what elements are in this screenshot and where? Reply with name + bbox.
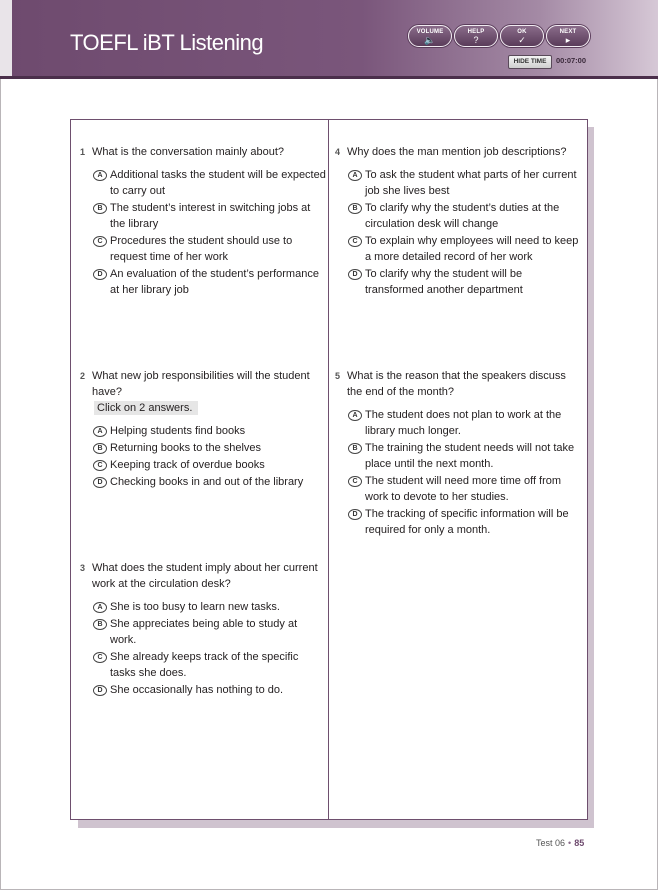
question-4 <box>335 144 581 299</box>
question-text: What does the student imply about her current work at the circulation desk? <box>92 562 318 590</box>
option-letter-badge: D <box>93 477 107 488</box>
option-letter-badge: D <box>348 509 362 520</box>
option-text: An evaluation of the student’s performance at her library job <box>110 268 319 296</box>
page-number: 85 <box>574 838 585 848</box>
option-text: Procedures the student should use to request time of her work <box>110 235 293 263</box>
footer-separator: • <box>568 838 572 848</box>
question-number: 5 <box>335 371 341 381</box>
option-list <box>92 599 326 698</box>
option-a[interactable] <box>92 423 326 439</box>
option-text: The tracking of specific information will be required for only a month. <box>365 508 569 536</box>
option-letter-badge: A <box>93 426 107 437</box>
option-letter-badge: D <box>93 269 107 280</box>
option-letter-badge: C <box>348 236 362 247</box>
option-letter-badge: B <box>93 443 107 454</box>
option-letter-badge: A <box>348 170 362 181</box>
help-button[interactable] <box>454 25 498 47</box>
option-b[interactable] <box>347 440 581 472</box>
option-text: She appreciates being able to study at work. <box>110 618 298 646</box>
option-letter-badge: C <box>348 476 362 487</box>
option-a[interactable] <box>92 599 326 615</box>
hide-time-button[interactable]: HIDE TIME <box>508 55 552 69</box>
option-text: She is too busy to learn new tasks. <box>110 601 280 613</box>
option-c[interactable] <box>92 649 326 681</box>
option-a[interactable] <box>347 167 581 199</box>
option-letter-badge: C <box>93 236 107 247</box>
option-text: The student’s interest in switching jobs at the library <box>110 202 311 230</box>
option-text: Returning books to the shelves <box>110 442 262 454</box>
question-text: What is the reason that the speakers discuss the end of the month? <box>347 370 566 398</box>
option-letter-badge: C <box>93 460 107 471</box>
test-label: Test 06 <box>536 838 566 848</box>
speaker-icon: 🔈 <box>424 35 436 45</box>
option-letter-badge: B <box>93 619 107 630</box>
option-text: To ask the student what parts of her current job she lives best <box>365 169 577 197</box>
answer-count-note: Click on 2 answers. <box>94 401 198 415</box>
header-edge <box>0 0 12 76</box>
option-c[interactable] <box>92 457 326 473</box>
toolbar <box>408 25 588 47</box>
option-text: To clarify why the student will be transformed another department <box>365 268 523 296</box>
option-letter-badge: D <box>348 269 362 280</box>
option-d[interactable] <box>92 266 326 298</box>
option-c[interactable] <box>92 233 326 265</box>
question-number: 4 <box>335 147 341 157</box>
question-2 <box>80 368 326 491</box>
timer-readout: 00:07:00 <box>556 56 587 65</box>
question-3 <box>80 560 326 699</box>
option-letter-badge: B <box>93 203 107 214</box>
question-number: 3 <box>80 563 86 573</box>
option-letter-badge: A <box>93 602 107 613</box>
option-a[interactable] <box>92 167 326 199</box>
option-c[interactable] <box>347 233 581 265</box>
option-text: The student does not plan to work at the library much longer. <box>365 409 562 437</box>
option-list <box>92 423 326 490</box>
next-arrow-icon: ▸ <box>565 35 571 45</box>
option-c[interactable] <box>347 473 581 505</box>
check-icon: ✓ <box>518 35 526 45</box>
option-text: She already keeps track of the specific tasks she does. <box>110 651 299 679</box>
option-b[interactable] <box>92 616 326 648</box>
option-d[interactable] <box>347 506 581 538</box>
volume-label: VOLUME <box>416 29 444 35</box>
option-text: She occasionally has nothing to do. <box>110 684 284 696</box>
app-title: TOEFL iBT Listening <box>70 30 264 55</box>
help-label: HELP <box>467 29 485 35</box>
option-d[interactable] <box>92 682 326 698</box>
option-letter-badge: B <box>348 443 362 454</box>
option-b[interactable] <box>92 440 326 456</box>
option-text: To explain why employees will need to keep a more detailed record of her work <box>365 235 579 263</box>
option-letter-badge: C <box>93 652 107 663</box>
page-footer <box>536 838 584 848</box>
option-text: Helping students find books <box>110 425 246 437</box>
option-text: Checking books in and out of the library <box>110 476 304 488</box>
column-divider <box>328 120 329 819</box>
option-text: The student will need more time off from work to devote to her studies. <box>365 475 562 503</box>
ok-button[interactable] <box>500 25 544 47</box>
question-number: 2 <box>80 371 86 381</box>
option-list <box>347 167 581 298</box>
option-b[interactable] <box>347 200 581 232</box>
option-letter-badge: B <box>348 203 362 214</box>
next-button[interactable] <box>546 25 590 47</box>
option-letter-badge: D <box>93 685 107 696</box>
question-5 <box>335 368 581 539</box>
option-text: To clarify why the student’s duties at the circulation desk will change <box>365 202 560 230</box>
option-letter-badge: A <box>348 410 362 421</box>
ok-label: OK <box>517 29 527 35</box>
option-text: Keeping track of overdue books <box>110 459 265 471</box>
question-number: 1 <box>80 147 86 157</box>
question-text: What is the conversation mainly about? <box>92 146 284 158</box>
question-1 <box>80 144 326 299</box>
option-b[interactable] <box>92 200 326 232</box>
option-list <box>92 167 326 298</box>
question-panel <box>70 119 588 820</box>
question-text: What new job responsibilities will the student have? <box>92 370 310 398</box>
option-text: Additional tasks the student will be expected to carry out <box>110 169 326 197</box>
option-a[interactable] <box>347 407 581 439</box>
option-d[interactable] <box>347 266 581 298</box>
option-letter-badge: A <box>93 170 107 181</box>
question-text: Why does the man mention job descriptions? <box>347 146 567 158</box>
volume-button[interactable] <box>408 25 452 47</box>
option-list <box>347 407 581 538</box>
option-text: The training the student needs will not take place until the next month. <box>365 442 575 470</box>
option-d[interactable] <box>92 474 326 490</box>
next-label: NEXT <box>559 29 577 35</box>
help-icon: ? <box>473 35 479 45</box>
